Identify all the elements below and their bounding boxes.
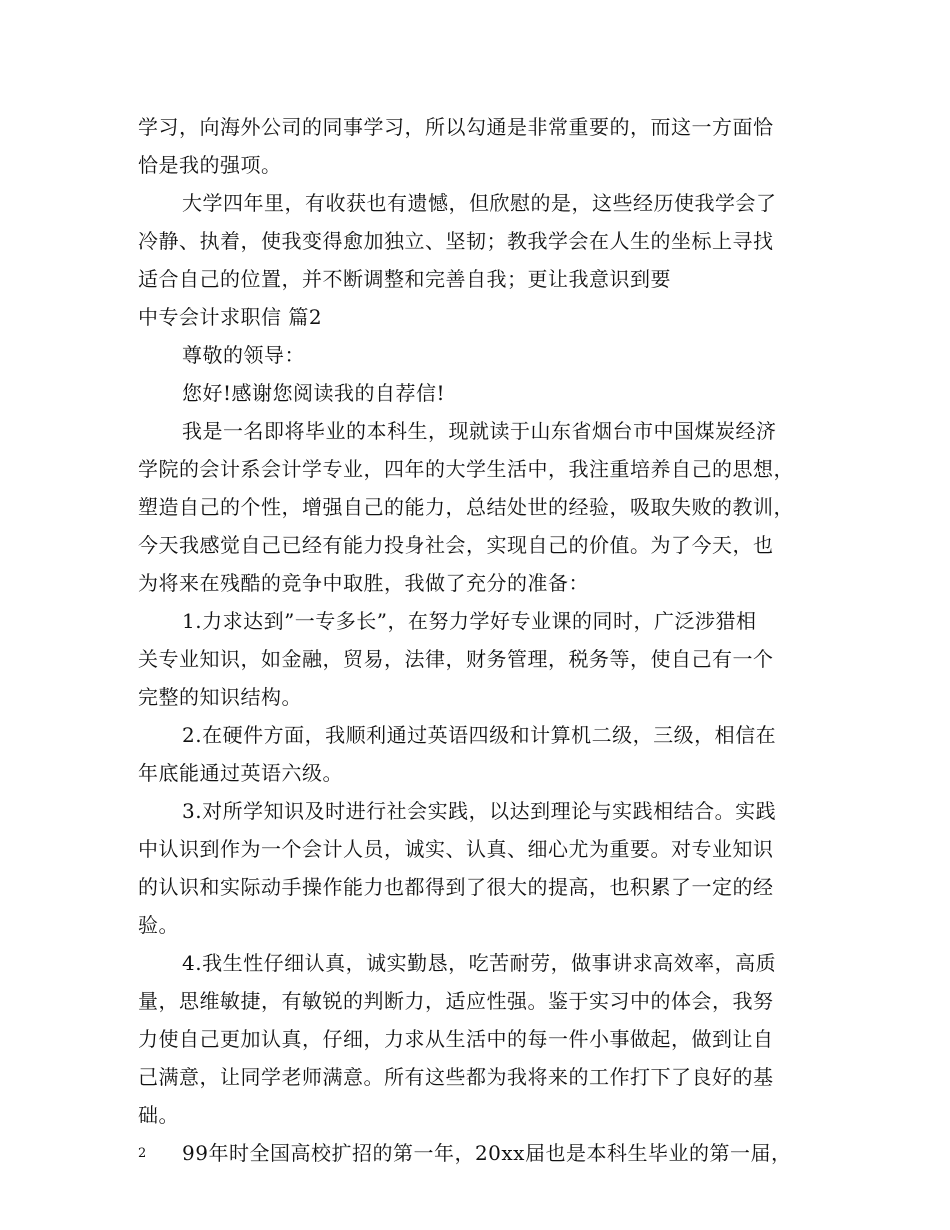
text-line: 己满意，让同学老师满意。所有这些都为我将来的工作打下了良好的基 xyxy=(138,1065,774,1089)
text-line: 冷静、执着，使我变得愈加独立、坚韧；教我学会在人生的坐标上寻找 xyxy=(138,229,774,253)
text-line: 的认识和实际动手操作能力也都得到了很大的提高，也积累了一定的经 xyxy=(138,875,774,899)
text-line: 关专业知识，如金融，贸易，法律，财务管理，税务等，使自己有一个 xyxy=(138,647,774,671)
text-line: 您好!感谢您阅读我的自荐信! xyxy=(182,381,446,405)
text-line: 大学四年里，有收获也有遗憾，但欣慰的是，这些经历使我学会了 xyxy=(182,191,777,215)
text-line: 年底能通过英语六级。 xyxy=(138,761,343,785)
text-line: 量，思维敏捷，有敏锐的判断力，适应性强。鉴于实习中的体会，我努 xyxy=(138,989,774,1013)
text-line: 塑造自己的个性，增强自己的能力，总结处世的经验，吸取失败的教训， xyxy=(138,495,794,519)
text-line: 恰是我的强项。 xyxy=(138,153,282,177)
text-line: 99年时全国高校扩招的第一年，20xx届也是本科生毕业的第一届， xyxy=(182,1141,792,1165)
text-line: 力使自己更加认真，仔细，力求从生活中的每一件小事做起，做到让自 xyxy=(138,1027,774,1051)
text-line: 学习，向海外公司的同事学习，所以勾通是非常重要的，而这一方面恰 xyxy=(138,115,774,139)
document-body xyxy=(138,108,814,1172)
text-line: 中认识到作为一个会计人员，诚实、认真、细心尤为重要。对专业知识 xyxy=(138,837,774,861)
text-line: 适合自己的位置，并不断调整和完善自我；更让我意识到要 xyxy=(138,267,671,291)
text-line: 我是一名即将毕业的本科生，现就读于山东省烟台市中国煤炭经济 xyxy=(182,419,777,443)
text-line: 1.力求达到”一专多长”，在努力学好专业课的同时，广泛涉猎相 xyxy=(182,609,757,633)
text-line: 中专会计求职信 篇2 xyxy=(138,305,323,329)
text-line: 尊敬的领导： xyxy=(182,343,305,367)
page-number: 2 xyxy=(138,1146,147,1161)
text-line: 学院的会计系会计学专业，四年的大学生活中，我注重培养自己的思想， xyxy=(138,457,794,481)
text-line: 2.在硬件方面，我顺利通过英语四级和计算机二级，三级，相信在 xyxy=(182,723,777,747)
text-line: 为将来在残酷的竞争中取胜，我做了充分的准备： xyxy=(138,571,589,595)
text-line: 3.对所学知识及时进行社会实践，以达到理论与实践相结合。实践 xyxy=(182,799,777,823)
text-line: 4.我生性仔细认真，诚实勤恳，吃苦耐劳，做事讲求高效率，高质 xyxy=(182,951,777,975)
text-line: 验。 xyxy=(138,913,179,937)
text-line: 础。 xyxy=(138,1103,179,1127)
text-line: 今天我感觉自己已经有能力投身社会，实现自己的价值。为了今天，也 xyxy=(138,533,774,557)
text-line: 完整的知识结构。 xyxy=(138,685,302,709)
